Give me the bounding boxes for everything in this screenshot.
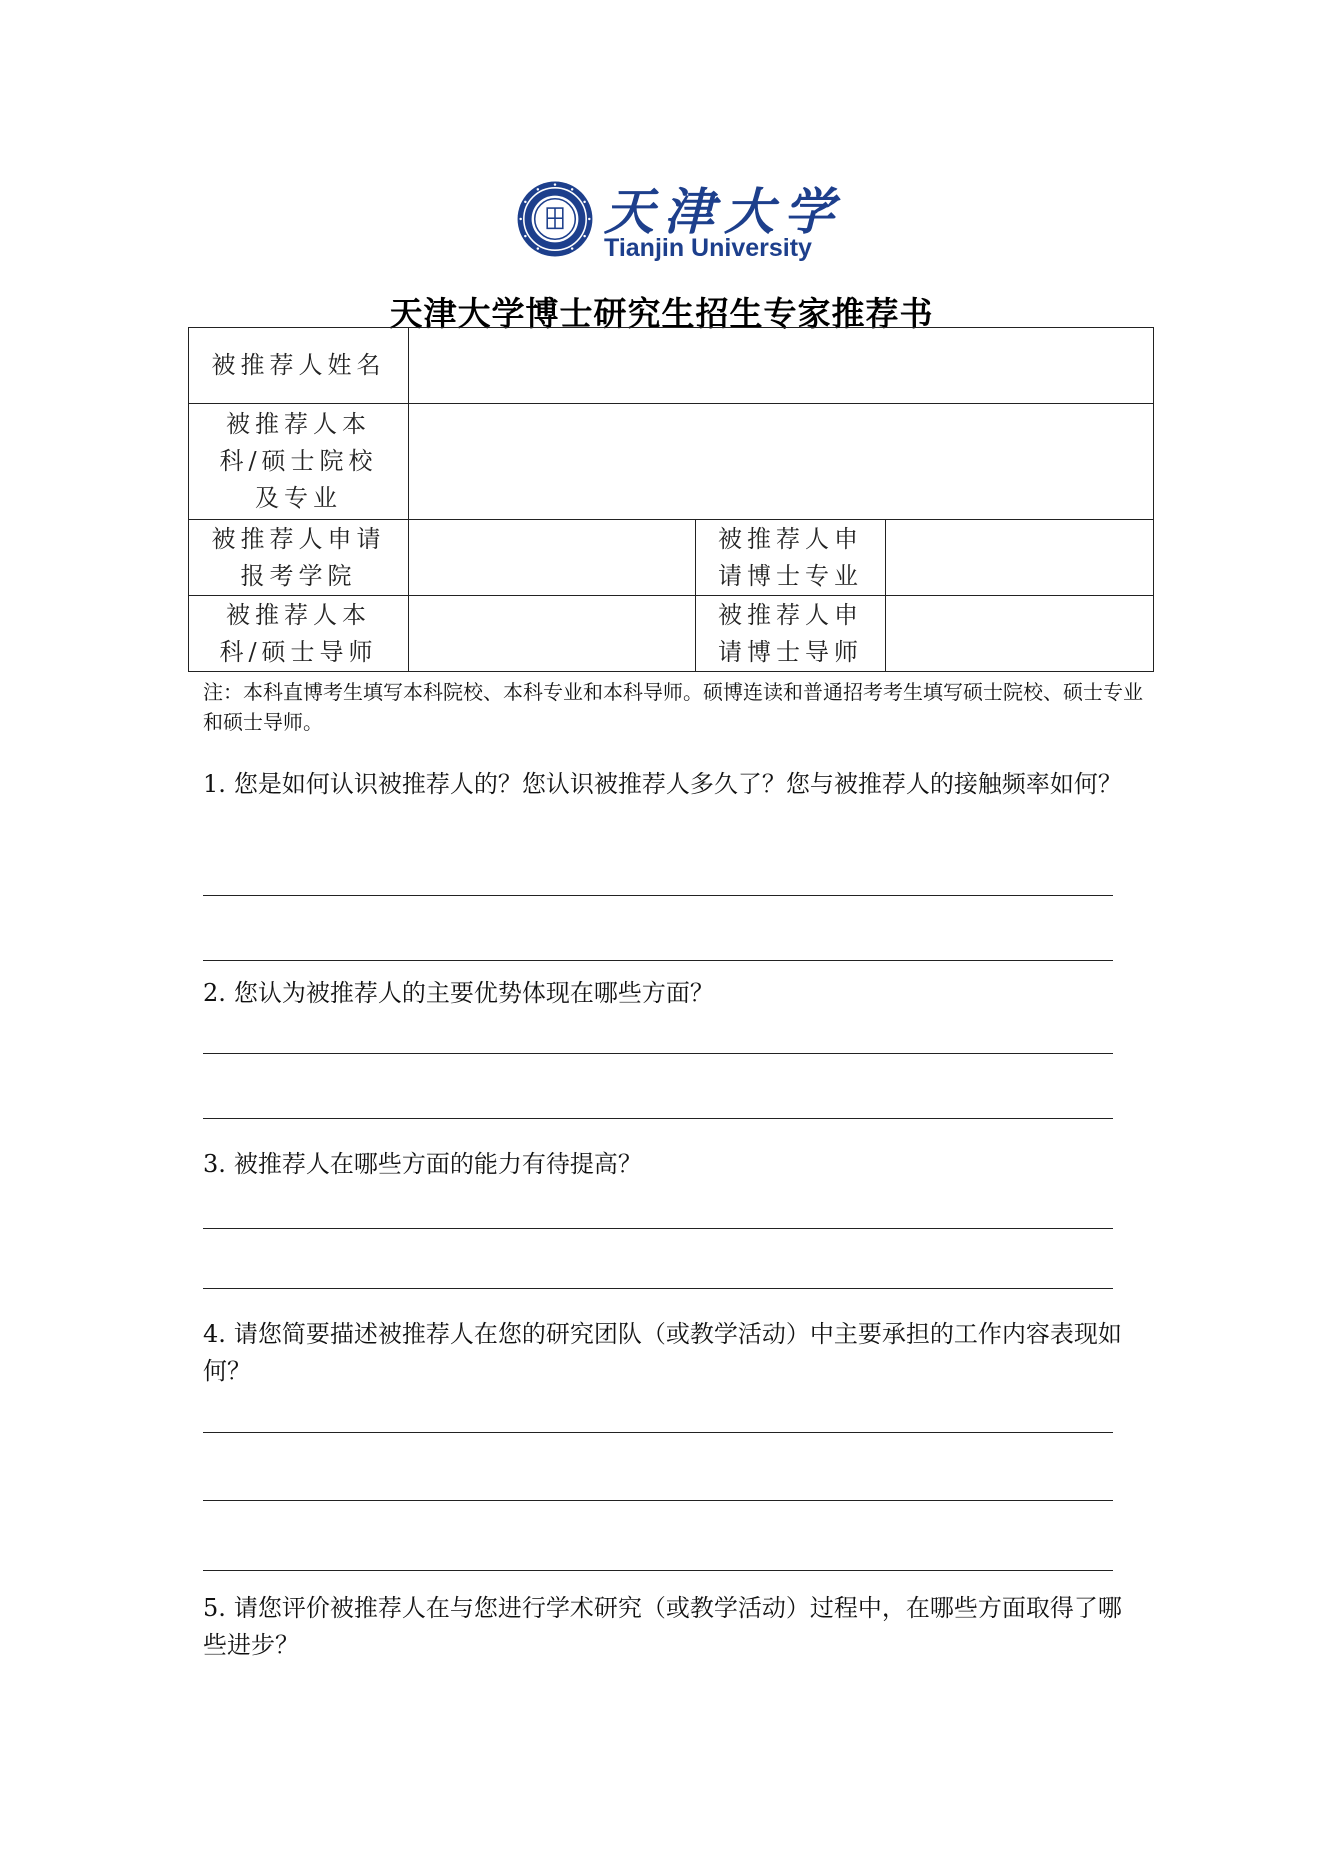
question-2 — [203, 975, 1143, 1012]
applicant-info-table — [188, 327, 1154, 672]
question-text: 您认为被推荐人的主要优势体现在哪些方面？ — [233, 979, 714, 1007]
apply-supervisor-label: 被推荐人申请博士导师 — [718, 600, 863, 666]
question-number: 2. — [203, 979, 226, 1007]
supervisor-input-cell[interactable] — [409, 596, 696, 672]
apply-school-input-cell[interactable] — [409, 520, 696, 596]
answer-line-2a[interactable] — [203, 1053, 1113, 1054]
logo-chinese-name: 天津大学 — [604, 182, 844, 241]
logo-english-name: Tianjin University — [604, 234, 812, 262]
table-note: 注：本科直博考生填写本科院校、本科专业和本科导师。硕博连读和普通招考考生填写硕士院校、硕士专业和硕士导师。 — [203, 680, 1143, 734]
table-row — [189, 404, 1154, 520]
apply-major-label: 被推荐人申请博士专业 — [718, 524, 863, 590]
table-row — [189, 596, 1154, 672]
apply-supervisor-input-cell[interactable] — [886, 596, 1154, 672]
question-5 — [203, 1590, 1143, 1664]
answer-line-2b[interactable] — [203, 1118, 1113, 1119]
apply-school-label-cell — [189, 520, 409, 596]
question-1 — [203, 766, 1143, 803]
question-3 — [203, 1146, 1143, 1183]
name-label-cell — [189, 328, 409, 404]
school-label: 被推荐人本科/硕士院校及专业 — [219, 410, 378, 512]
answer-line-1a[interactable] — [203, 895, 1113, 896]
university-seal-icon — [516, 180, 594, 258]
answer-line-4a[interactable] — [203, 1432, 1113, 1433]
apply-major-label-cell — [696, 520, 886, 596]
question-text: 被推荐人在哪些方面的能力有待提高？ — [233, 1150, 642, 1178]
answer-line-4b[interactable] — [203, 1500, 1113, 1501]
answer-line-4c[interactable] — [203, 1570, 1113, 1571]
document-title: 天津大学博士研究生招生专家推荐书 — [389, 294, 934, 333]
answer-line-3b[interactable] — [203, 1288, 1113, 1289]
question-number: 5. — [203, 1594, 226, 1622]
school-input-cell[interactable] — [409, 404, 1154, 520]
question-text: 请您评价被推荐人在与您进行学术研究（或教学活动）过程中，在哪些方面取得了哪些进步？ — [203, 1594, 1122, 1659]
question-4 — [203, 1316, 1143, 1390]
name-input-cell[interactable] — [409, 328, 1154, 404]
question-number: 3. — [203, 1150, 226, 1178]
supervisor-label: 被推荐人本科/硕士导师 — [219, 600, 378, 666]
answer-line-3a[interactable] — [203, 1228, 1113, 1229]
apply-school-label: 被推荐人申请报考学院 — [211, 524, 386, 590]
answer-line-1b[interactable] — [203, 960, 1113, 961]
question-text: 您是如何认识被推荐人的？您认识被推荐人多久了？您与被推荐人的接触频率如何？ — [233, 770, 1122, 798]
university-logo — [516, 178, 844, 264]
table-row — [189, 520, 1154, 596]
supervisor-label-cell — [189, 596, 409, 672]
question-number: 1. — [203, 770, 226, 798]
table-row — [189, 328, 1154, 404]
school-label-cell — [189, 404, 409, 520]
question-text: 请您简要描述被推荐人在您的研究团队（或教学活动）中主要承担的工作内容表现如何？ — [203, 1320, 1122, 1385]
apply-major-input-cell[interactable] — [886, 520, 1154, 596]
question-number: 4. — [203, 1320, 226, 1348]
apply-supervisor-label-cell — [696, 596, 886, 672]
name-label: 被推荐人姓名 — [211, 351, 386, 379]
